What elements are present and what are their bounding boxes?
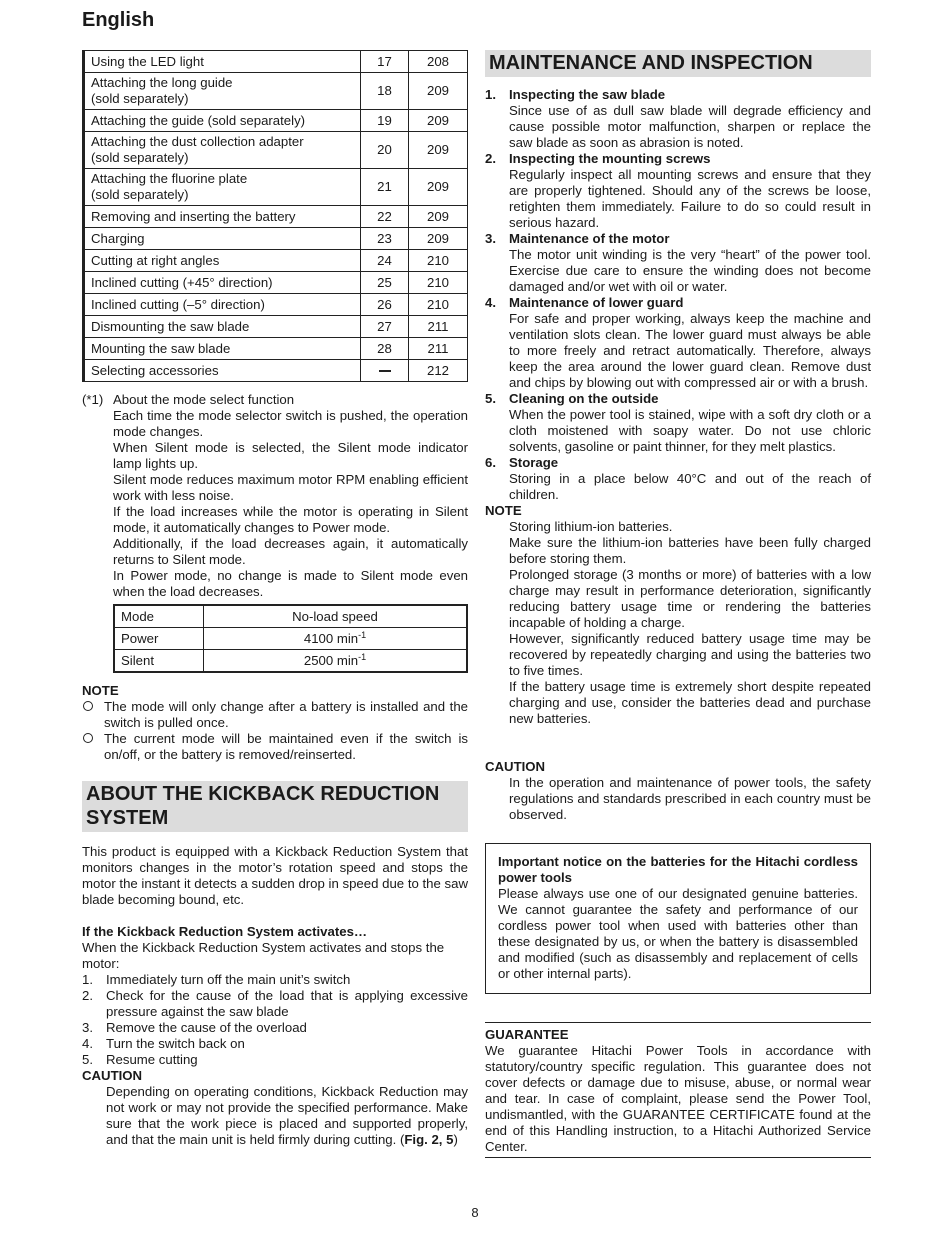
mode-speed-table xyxy=(113,604,468,673)
maintenance-note-paragraph: However, significantly reduced battery usage time may be recovered by repeatedly charging and using the batteries two to five times. xyxy=(509,631,871,678)
reference-topic-cell: Selecting accessories xyxy=(84,360,361,382)
caution-body: Depending on operating conditions, Kickback Reduction may not work or may not provide the specified performance. Make sure that the work piece is placed and supported properly, and that the main unit is held firmly during cutting. ( xyxy=(106,1084,468,1147)
maintenance-caution-text: In the operation and maintenance of power tools, the safety regulations and standards prescribed in each country must be observed. xyxy=(509,775,871,822)
reference-figure-cell: 28 xyxy=(361,338,409,360)
step-number: 5. xyxy=(82,1052,93,1067)
guarantee-text: We guarantee Hitachi Power Tools in accordance with statutory/country specific regulation. This guarantee does not cover defects or damage due to misuse, abuse, or normal wear and tear. In case of complaint, please send the Power Tool, undismantled, with the GUARANTEE CERTIFICATE found at the end of this Handling instruction, to a Hitachi Authorized Service Center. xyxy=(485,1043,871,1154)
step-number: 4. xyxy=(82,1036,93,1051)
reference-table-row xyxy=(84,272,468,294)
reference-topic-cell: Mounting the saw blade xyxy=(84,338,361,360)
maintenance-caution-heading: CAUTION xyxy=(485,759,546,774)
kickback-caution-text xyxy=(82,1084,468,1148)
maintenance-section-heading: MAINTENANCE AND INSPECTION xyxy=(485,50,871,77)
caution-close: ) xyxy=(453,1132,458,1147)
reference-page-cell: 210 xyxy=(409,294,468,316)
maintenance-item-text: For safe and proper working, always keep the machine and ventilation slots clean. The lower guard must always be able to more freely and retract automatically. Therefore, always keep the area around the lower guard clean. Remove dust and chips by blowing out with compressed air or with a brush. xyxy=(509,311,871,390)
kickback-step xyxy=(82,972,468,988)
reference-table-row xyxy=(84,206,468,228)
maintenance-item xyxy=(485,391,871,455)
reference-page-cell: 209 xyxy=(409,169,468,206)
reference-topic-cell: Charging xyxy=(84,228,361,250)
maintenance-item xyxy=(485,455,871,503)
mode-cell: Power xyxy=(114,628,204,650)
reference-page-cell: 210 xyxy=(409,272,468,294)
note-item xyxy=(82,731,468,763)
note-item-text: The current mode will be maintained even if the switch is on/off, or the battery is removed/reinserted. xyxy=(104,731,468,762)
kickback-step xyxy=(82,988,468,1020)
reference-page-cell: 209 xyxy=(409,206,468,228)
reference-page-cell: 209 xyxy=(409,73,468,110)
maintenance-item xyxy=(485,87,871,151)
note-item-text: The mode will only change after a battery is installed and the switch is pulled once. xyxy=(104,699,468,730)
battery-notice-heading: Important notice on the batteries for the Hitachi cordless power tools xyxy=(498,854,858,885)
maintenance-item-number: 6. xyxy=(485,455,496,470)
reference-topic-cell: Attaching the fluorine plate (sold separately) xyxy=(84,169,361,206)
guarantee-section xyxy=(485,1022,871,1158)
step-number: 1. xyxy=(82,972,93,987)
reference-table-row xyxy=(84,73,468,110)
reference-topic-cell: Removing and inserting the battery xyxy=(84,206,361,228)
reference-page-cell: 209 xyxy=(409,228,468,250)
speed-unit-exponent: -1 xyxy=(358,651,367,662)
reference-topic-cell: Using the LED light xyxy=(84,51,361,73)
speed-cell xyxy=(204,628,468,650)
reference-page-cell: 209 xyxy=(409,132,468,169)
speed-value: 4100 min xyxy=(303,630,359,646)
reference-page-cell: 211 xyxy=(409,316,468,338)
speed-value: 2500 min xyxy=(303,652,359,668)
maintenance-item-text: The motor unit winding is the very “heart” of the power tool. Exercise due care to ensure the winding does not become damaged and/or wet with oil or water. xyxy=(509,247,871,294)
left-column xyxy=(82,50,468,1148)
kickback-step xyxy=(82,1052,468,1068)
reference-topic-cell: Attaching the dust collection adapter (sold separately) xyxy=(84,132,361,169)
page-number: 8 xyxy=(471,1205,479,1220)
maintenance-item xyxy=(485,231,871,295)
reference-page-cell: 209 xyxy=(409,110,468,132)
note-heading: NOTE xyxy=(82,683,119,698)
reference-figure-cell xyxy=(361,360,409,382)
reference-topic-cell: Dismounting the saw blade xyxy=(84,316,361,338)
footnote-paragraph: Additionally, if the load decreases again, it automatically returns to Silent mode. xyxy=(113,536,468,567)
maintenance-item-title: Maintenance of the motor xyxy=(509,231,670,246)
right-column xyxy=(485,50,871,1158)
mode-footnote xyxy=(82,392,468,600)
dash-mark xyxy=(379,370,391,372)
maintenance-note-paragraph: Prolonged storage (3 months or more) of batteries with a low charge may result in performance deterioration, significantly reducing battery usage time or rendering the batteries incapable of holding a charge. xyxy=(509,567,871,630)
reference-topic-cell: Inclined cutting (+45° direction) xyxy=(84,272,361,294)
step-number: 3. xyxy=(82,1020,93,1035)
speed-unit-exponent: -1 xyxy=(358,629,367,640)
step-text: Immediately turn off the main unit’s switch xyxy=(106,972,351,987)
maintenance-note-paragraph: Make sure the lithium-ion batteries have been fully charged before storing them. xyxy=(509,535,871,566)
step-text: Remove the cause of the overload xyxy=(106,1020,307,1035)
reference-figure-cell: 24 xyxy=(361,250,409,272)
maintenance-item-number: 5. xyxy=(485,391,496,406)
kickback-steps xyxy=(82,972,468,1068)
speed-header-cell: No-load speed xyxy=(204,605,468,628)
maintenance-item-title: Inspecting the mounting screws xyxy=(509,151,711,166)
maintenance-item-title: Inspecting the saw blade xyxy=(509,87,666,102)
reference-table-row xyxy=(84,228,468,250)
circle-bullet-icon xyxy=(83,701,93,711)
speed-cell xyxy=(204,650,468,673)
reference-table-row xyxy=(84,360,468,382)
reference-table-row xyxy=(84,294,468,316)
maintenance-item-title: Maintenance of lower guard xyxy=(509,295,684,310)
maintenance-note-paragraph: If the battery usage time is extremely short despite repeated charging and use, consider the batteries dead and purchase new batteries. xyxy=(509,679,871,726)
reference-figure-cell: 17 xyxy=(361,51,409,73)
reference-table-row xyxy=(84,338,468,360)
maintenance-item-text: Regularly inspect all mounting screws and ensure that they are properly tightened. Should any of the screws be loose, retighten them immediately. Failure to do so could result in serious hazard. xyxy=(509,167,871,230)
battery-notice-box xyxy=(485,843,871,994)
reference-table-row xyxy=(84,132,468,169)
guarantee-heading: GUARANTEE xyxy=(485,1027,569,1042)
kickback-section-heading: ABOUT THE KICKBACK REDUCTION SYSTEM xyxy=(82,781,468,832)
maintenance-item-text: When the power tool is stained, wipe with a soft dry cloth or a cloth moistened with soapy water. Do not use chloric solvents, gasoline or paint thinner, for they melt plastics. xyxy=(509,407,871,454)
maintenance-item-number: 4. xyxy=(485,295,496,310)
footnote-title: About the mode select function xyxy=(113,392,295,407)
reference-table-row xyxy=(84,169,468,206)
maintenance-item-title: Storage xyxy=(509,455,559,470)
maintenance-item-number: 1. xyxy=(485,87,496,102)
reference-table xyxy=(82,50,468,382)
reference-table-row xyxy=(84,316,468,338)
reference-figure-cell: 27 xyxy=(361,316,409,338)
reference-figure-cell: 26 xyxy=(361,294,409,316)
kickback-lead: When the Kickback Reduction System activates and stops the motor: xyxy=(82,940,445,971)
reference-figure-cell: 19 xyxy=(361,110,409,132)
footnote-paragraph: When Silent mode is selected, the Silent mode indicator lamp lights up. xyxy=(113,440,468,471)
kickback-intro: This product is equipped with a Kickback Reduction System that monitors changes in the motor’s rotation speed and stops the motor the instant it detects a sudden drop in speed due to the saw blade becoming bound, etc. xyxy=(82,844,468,907)
reference-topic-cell: Attaching the long guide (sold separately) xyxy=(84,73,361,110)
maintenance-item xyxy=(485,295,871,391)
kickback-subheading: If the Kickback Reduction System activates… xyxy=(82,924,368,939)
reference-figure-cell: 22 xyxy=(361,206,409,228)
step-text: Resume cutting xyxy=(106,1052,198,1067)
footnote-mark: (*1) xyxy=(82,392,104,407)
mode-cell: Silent xyxy=(114,650,204,673)
kickback-caution-heading: CAUTION xyxy=(82,1068,143,1083)
footnote-paragraph: Each time the mode selector switch is pushed, the operation mode changes. xyxy=(113,408,468,439)
reference-page-cell: 210 xyxy=(409,250,468,272)
reference-page-cell: 212 xyxy=(409,360,468,382)
maintenance-item-number: 3. xyxy=(485,231,496,246)
maintenance-item-title: Cleaning on the outside xyxy=(509,391,659,406)
reference-figure-cell: 21 xyxy=(361,169,409,206)
maintenance-note-heading: NOTE xyxy=(485,503,522,518)
kickback-step xyxy=(82,1020,468,1036)
maintenance-list xyxy=(485,87,871,503)
language-heading: English xyxy=(82,9,155,31)
mode-table-header xyxy=(114,605,467,628)
step-text: Turn the switch back on xyxy=(106,1036,245,1051)
reference-topic-cell: Inclined cutting (–5° direction) xyxy=(84,294,361,316)
reference-figure-cell: 25 xyxy=(361,272,409,294)
maintenance-note xyxy=(485,519,871,727)
reference-figure-cell: 18 xyxy=(361,73,409,110)
mode-table-row xyxy=(114,650,467,673)
reference-page-cell: 211 xyxy=(409,338,468,360)
circle-bullet-icon xyxy=(83,733,93,743)
kickback-step xyxy=(82,1036,468,1052)
mode-table-row xyxy=(114,628,467,650)
maintenance-note-paragraph: Storing lithium-ion batteries. xyxy=(509,519,673,534)
note-item xyxy=(82,699,468,731)
figure-reference: Fig. 2, 5 xyxy=(404,1132,454,1147)
step-number: 2. xyxy=(82,988,93,1003)
footnote-paragraph: In Power mode, no change is made to Silent mode even when the load decreases. xyxy=(113,568,468,599)
maintenance-item-number: 2. xyxy=(485,151,496,166)
battery-notice-text: Please always use one of our designated genuine batteries. We cannot guarantee the safety and performance of our cordless power tool when used with batteries other than these designated by us, or when the battery is disassembled and modified (such as disassembly and replacement of cells or other internal parts). xyxy=(498,886,858,981)
maintenance-item-text: Since use of as dull saw blade will degrade efficiency and cause possible motor malfunction, sharpen or replace the saw blade as soon as abrasion is noted. xyxy=(509,103,871,150)
reference-table-row xyxy=(84,51,468,73)
footnote-paragraph: If the load increases while the motor is operating in Silent mode, it automatically changes to Power mode. xyxy=(113,504,468,535)
reference-figure-cell: 23 xyxy=(361,228,409,250)
maintenance-item-text: Storing in a place below 40°C and out of the reach of children. xyxy=(509,471,871,502)
reference-table-row xyxy=(84,250,468,272)
reference-figure-cell: 20 xyxy=(361,132,409,169)
reference-table-row xyxy=(84,110,468,132)
maintenance-item xyxy=(485,151,871,231)
reference-page-cell: 208 xyxy=(409,51,468,73)
mode-header-cell: Mode xyxy=(114,605,204,628)
note-list xyxy=(82,699,468,763)
reference-topic-cell: Attaching the guide (sold separately) xyxy=(84,110,361,132)
footnote-paragraph: Silent mode reduces maximum motor RPM enabling efficient work with less noise. xyxy=(113,472,468,503)
step-text: Check for the cause of the load that is applying excessive pressure against the saw blade xyxy=(106,988,468,1019)
reference-topic-cell: Cutting at right angles xyxy=(84,250,361,272)
